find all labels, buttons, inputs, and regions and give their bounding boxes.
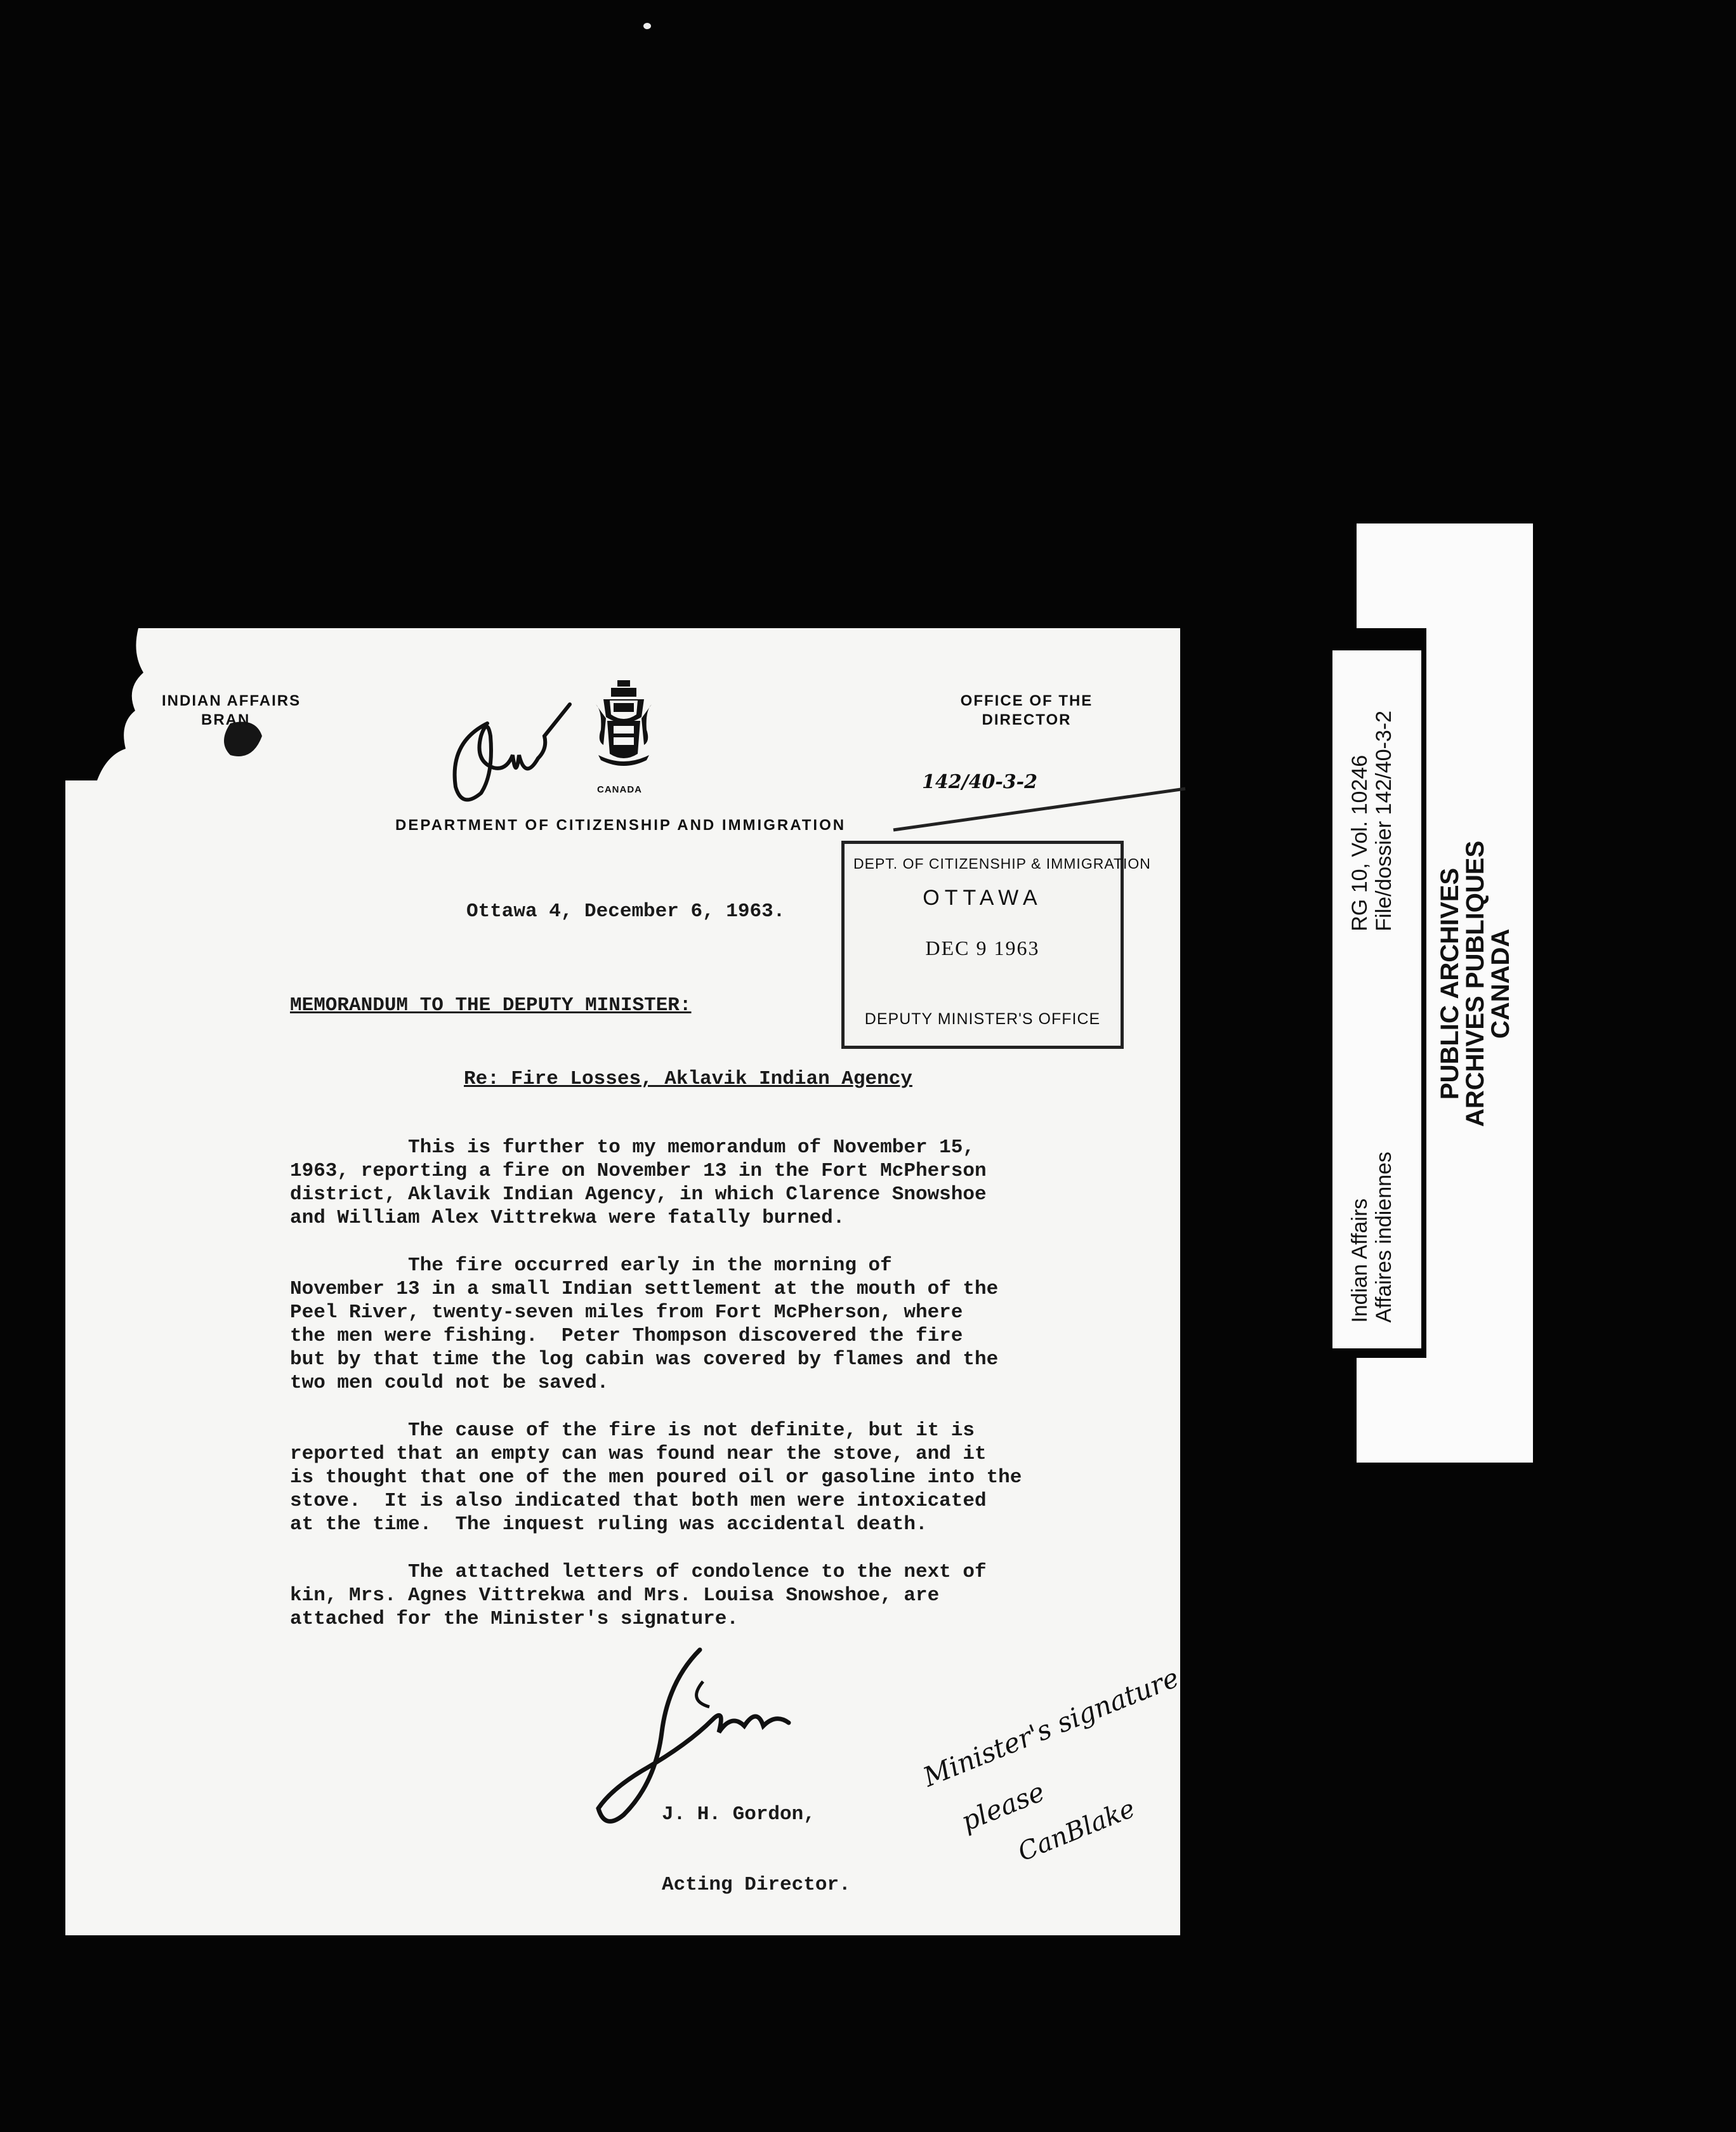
file-number-stroke — [890, 786, 1188, 836]
body-line: reported that an empty can was found near the stove, and it — [290, 1443, 987, 1465]
addressee: MEMORANDUM TO THE DEPUTY MINISTER: — [290, 994, 692, 1017]
dateline: Ottawa 4, December 6, 1963. — [466, 900, 786, 923]
body-line: but by that time the log cabin was covered by flames and the — [290, 1348, 999, 1371]
signature-block — [662, 1756, 851, 1944]
record-references — [1348, 711, 1396, 931]
body-line: the men were fishing. Peter Thompson discovered the fire — [290, 1325, 963, 1347]
memo-body — [290, 1136, 1022, 1631]
label-file-number: File/dossier 142/40-3-2 — [1372, 711, 1396, 931]
department-name: DEPARTMENT OF CITIZENSHIP AND IMMIGRATION — [395, 817, 846, 834]
signatory-name: J. H. Gordon, — [662, 1803, 815, 1826]
stamp-department: DEPT. OF CITIZENSHIP & IMMIGRATION — [853, 855, 1151, 872]
body-line: is thought that one of the men poured oil or gasoline into the — [290, 1466, 1022, 1489]
label-dept-en: Indian Affairs — [1348, 1199, 1372, 1323]
body-line: The fire occurred early in the morning of — [290, 1254, 892, 1277]
handwritten-note — [919, 1662, 1204, 1904]
stamp-date: DEC 9 1963 — [925, 937, 1040, 959]
body-line: at the time. The inquest ruling was accidental death. — [290, 1513, 928, 1536]
body-line: Peel River, twenty-seven miles from Fort McPherson, where — [290, 1301, 963, 1324]
body-line: district, Aklavik Indian Agency, in which Clarence Snowshoe — [290, 1183, 987, 1206]
paragraph-4 — [290, 1560, 1022, 1631]
office-header — [950, 692, 1103, 730]
stamp-office: DEPUTY MINISTER'S OFFICE — [864, 1010, 1101, 1028]
archives-name — [1437, 819, 1513, 1148]
label-record-group: RG 10, Vol. 10246 — [1348, 754, 1372, 931]
department-labels — [1348, 1152, 1396, 1323]
body-line: 1963, reporting a fire on November 13 in the Fort McPherson — [290, 1160, 987, 1182]
office-line-2: DIRECTOR — [982, 711, 1072, 728]
body-line: The cause of the fire is not definite, but it is — [290, 1419, 975, 1442]
note-line-1: Minister's signature — [919, 1662, 1183, 1793]
stamp-city: OTTAWA — [923, 886, 1042, 910]
branch-header — [162, 692, 301, 730]
body-line: stove. It is also indicated that both men were intoxicated — [290, 1490, 987, 1512]
note-line-3: CanBlake — [1014, 1794, 1140, 1867]
body-line: two men could not be saved. — [290, 1372, 609, 1394]
archives-name-fr: ARCHIVES PUBLIQUES — [1461, 840, 1489, 1127]
branch-line-1: INDIAN AFFAIRS — [162, 692, 301, 709]
paragraph-1 — [290, 1136, 1022, 1230]
body-line: This is further to my memorandum of November 15, — [290, 1136, 975, 1159]
signatory-title: Acting Director. — [662, 1874, 851, 1896]
memorandum-page — [65, 628, 1183, 1935]
body-line: The attached letters of condolence to the next of — [290, 1561, 987, 1583]
archive-label — [1332, 650, 1421, 1348]
paragraph-3 — [290, 1419, 1022, 1536]
office-line-1: OFFICE OF THE — [960, 692, 1093, 709]
body-line: November 13 in a small Indian settlement at the mouth of the — [290, 1278, 999, 1300]
body-line: and William Alex Vittrekwa were fatally burned. — [290, 1207, 845, 1229]
archives-country: CANADA — [1487, 928, 1515, 1039]
subject-line: Re: Fire Losses, Aklavik Indian Agency — [464, 1068, 912, 1090]
paragraph-2 — [290, 1254, 1022, 1395]
note-line-2: please — [957, 1775, 1049, 1838]
page-damage-blot — [62, 628, 145, 780]
canada-coat-of-arms-icon — [592, 679, 655, 774]
label-dept-fr: Affaires indiennes — [1372, 1152, 1396, 1323]
file-number: 142/40-3-2 — [922, 771, 1037, 793]
branch-line-2: BRAN — [201, 711, 251, 728]
film-speck — [643, 23, 651, 29]
received-stamp — [841, 841, 1151, 1049]
initials-signature — [411, 698, 576, 819]
body-line: attached for the Minister's signature. — [290, 1608, 739, 1630]
crest-caption: CANADA — [597, 784, 642, 795]
archives-name-en: PUBLIC ARCHIVES — [1436, 867, 1464, 1100]
body-line: kin, Mrs. Agnes Vittrekwa and Mrs. Louisa Snowshoe, are — [290, 1584, 940, 1607]
